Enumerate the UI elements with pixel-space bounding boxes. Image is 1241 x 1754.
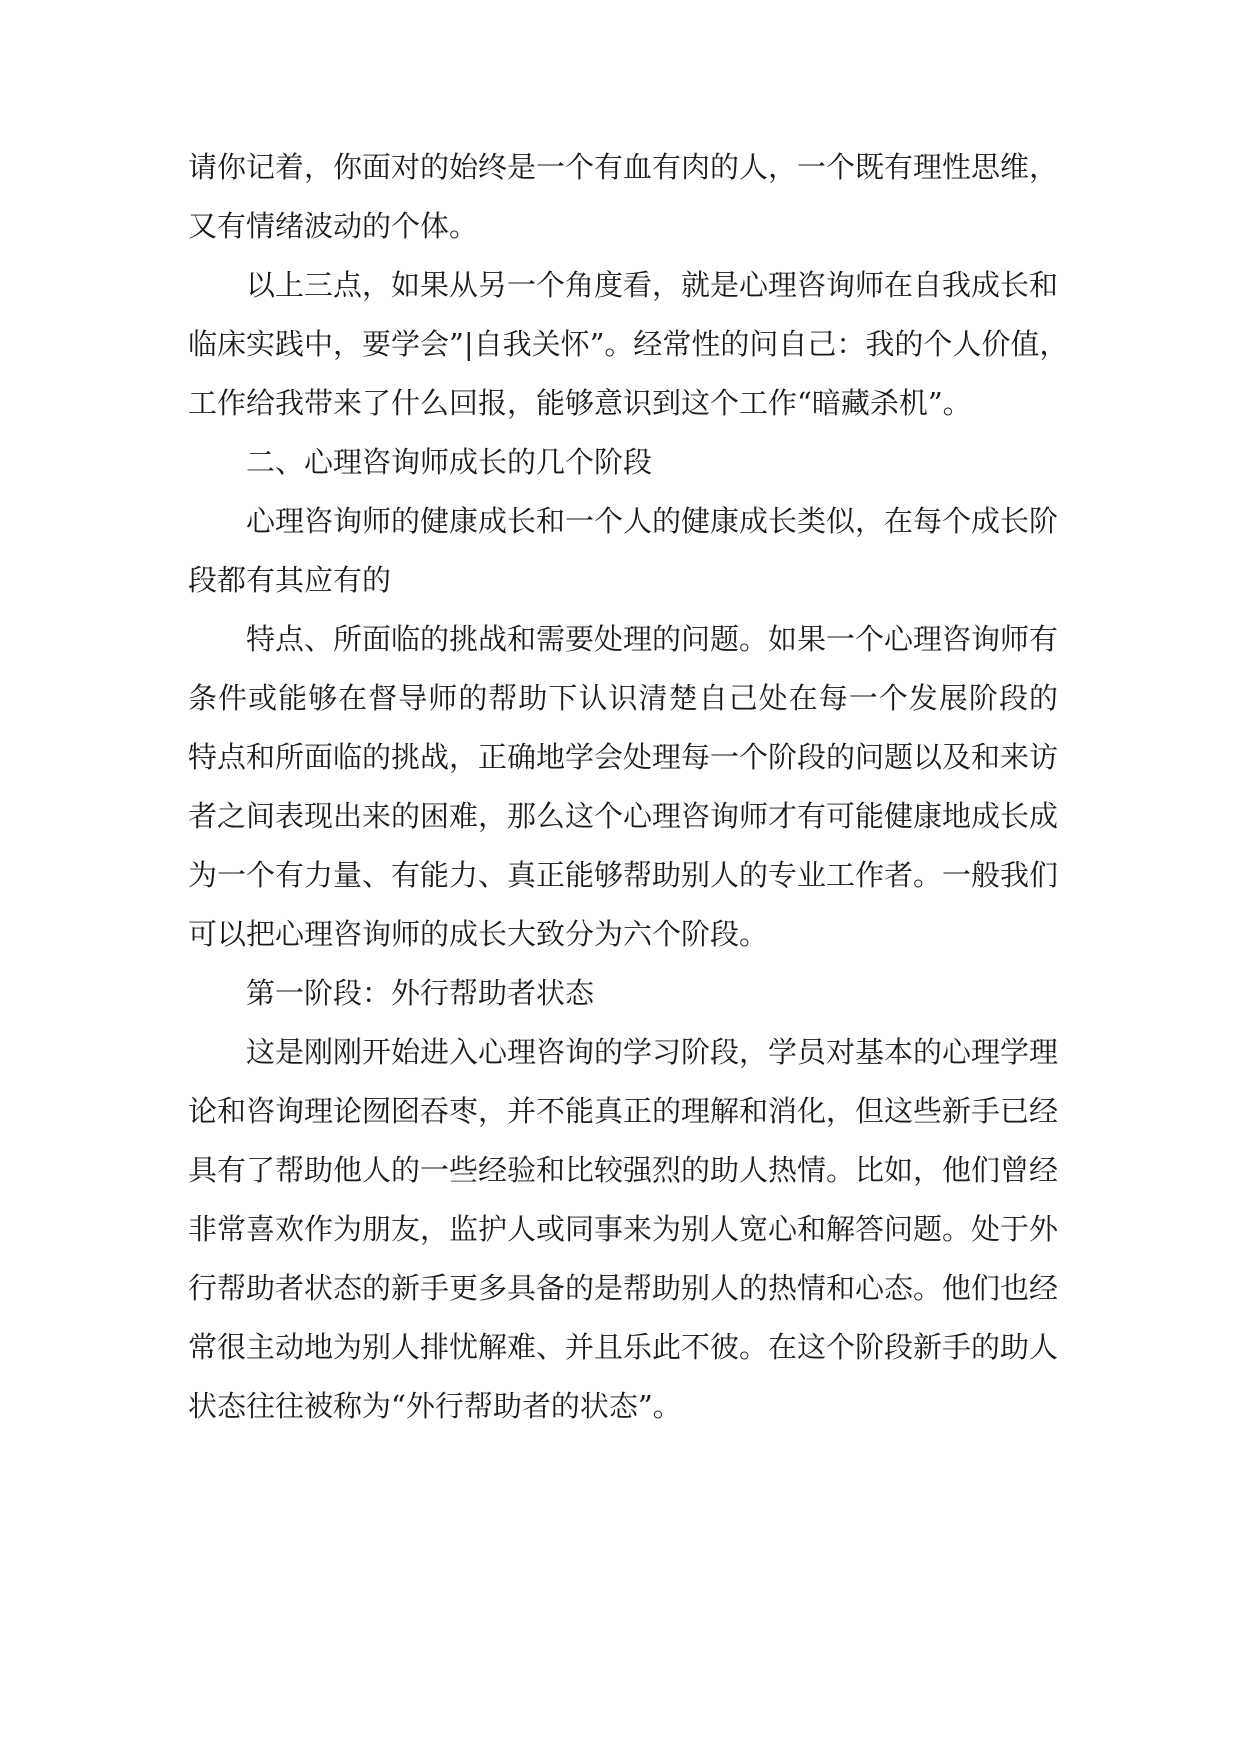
section-heading: 二、心理咨询师成长的几个阶段: [246, 445, 653, 479]
paragraph-line: 条件或能够在督导师的帮助下认识清楚自己处在每一个发展阶段的: [188, 681, 1058, 715]
paragraph-line: 者之间表现出来的困难，那么这个心理咨询师才有可能健康地成长成: [188, 799, 1059, 833]
section-heading: 第一阶段：外行帮助者状态: [246, 976, 595, 1010]
paragraph-line: 又有情绪波动的个体。: [188, 209, 479, 243]
paragraph-line: 临床实践中，要学会”|自我关怀”。经常性的问自己：我的个人价值，: [188, 327, 1069, 361]
paragraph-line: 心理咨询师的健康成长和一个人的健康成长类似，在每个成长阶: [246, 504, 1059, 538]
paragraph-line: 以上三点，如果从另一个角度看，就是心理咨询师在自我成长和: [246, 268, 1059, 302]
paragraph-line: 请你记着，你面对的始终是一个有血有肉的人，一个既有理性思维，: [188, 150, 1059, 184]
paragraph-line: 特点和所面临的挑战，正确地学会处理每一个阶段的问题以及和来访: [188, 740, 1059, 774]
paragraph-line: 特点、所面临的挑战和需要处理的问题。如果一个心理咨询师有: [246, 622, 1059, 656]
paragraph-line: 论和咨询理论囫囵吞枣，并不能真正的理解和消化，但这些新手已经: [188, 1094, 1059, 1128]
paragraph-line: 这是刚刚开始进入心理咨询的学习阶段，学员对基本的心理学理: [246, 1035, 1059, 1069]
paragraph-line: 工作给我带来了什么回报，能够意识到这个工作“暗藏杀机”。: [188, 386, 972, 420]
paragraph-line: 行帮助者状态的新手更多具备的是帮助别人的热情和心态。他们也经: [188, 1271, 1059, 1305]
paragraph-line: 非常喜欢作为朋友，监护人或同事来为别人宽心和解答问题。处于外: [188, 1212, 1059, 1246]
paragraph-line: 为一个有力量、有能力、真正能够帮助别人的专业工作者。一般我们: [188, 858, 1059, 892]
paragraph-line: 状态往往被称为“外行帮助者的状态”。: [188, 1389, 682, 1423]
paragraph-line: 可以把心理咨询师的成长大致分为六个阶段。: [188, 917, 769, 951]
paragraph-line: 段都有其应有的: [188, 563, 392, 597]
paragraph-line: 具有了帮助他人的一些经验和比较强烈的助人热情。比如，他们曾经: [188, 1153, 1059, 1187]
paragraph-line: 常很主动地为别人排忧解难、并且乐此不彼。在这个阶段新手的助人: [188, 1330, 1059, 1364]
